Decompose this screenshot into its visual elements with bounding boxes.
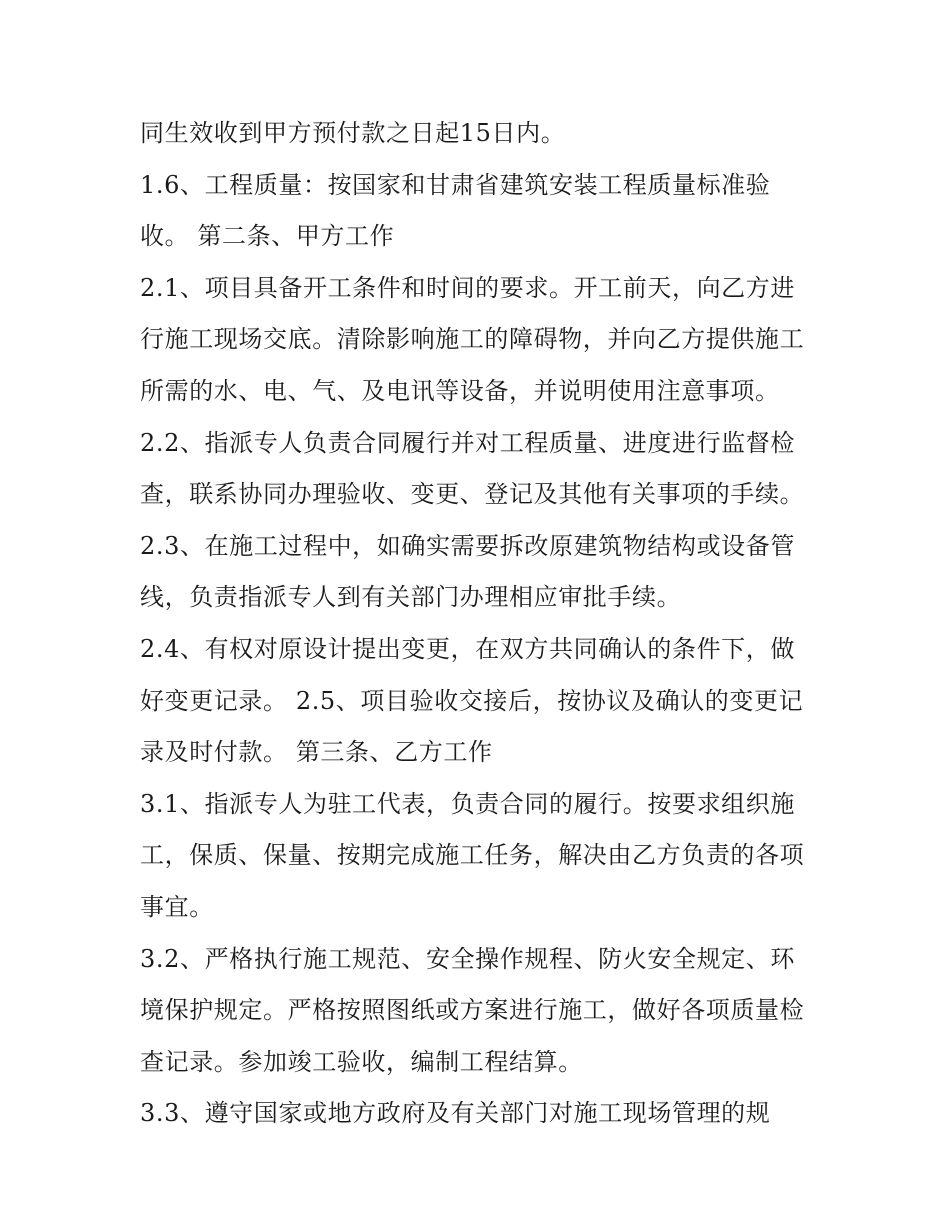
text-line: 境保护规定。严格按照图纸或方案进行施工，做好各项质量检	[140, 996, 805, 1025]
text-line: 1.6、工程质量：按国家和甘肃省建筑安装工程质量标准验	[140, 170, 771, 199]
text-line: 查记录。参加竣工验收，编制工程结算。	[140, 1047, 583, 1076]
text-line: 工，保质、保量、按期完成施工任务，解决由乙方负责的各项	[140, 841, 805, 870]
text-line: 3.2、严格执行施工规范、安全操作规程、防火安全规定、环	[140, 944, 795, 973]
text-line: 事宜。	[140, 892, 214, 921]
text-line: 2.3、在施工过程中，如确实需要拆改原建筑物结构或设备管	[140, 531, 795, 560]
text-line: 查，联系协同办理验收、变更、登记及其他有关事项的手续。	[140, 480, 805, 509]
text-line: 同生效收到甲方预付款之日起15日内。	[140, 119, 566, 147]
text-line: 收。 第二条、甲方工作	[140, 222, 395, 251]
text-line: 录及时付款。 第三条、乙方工作	[140, 738, 493, 767]
text-line: 好变更记录。 2.5、项目验收交接后，按协议及确认的变更记	[140, 686, 804, 715]
text-line: 3.3、遵守国家或地方政府及有关部门对施工现场管理的规	[140, 1099, 771, 1128]
text-line: 行施工现场交底。清除影响施工的障碍物，并向乙方提供施工	[140, 325, 805, 354]
text-line: 线，负责指派专人到有关部门办理相应审批手续。	[140, 583, 682, 612]
document-body	[140, 108, 830, 1140]
text-line: 2.1、项目具备开工条件和时间的要求。开工前天，向乙方进	[140, 273, 795, 302]
text-line: 3.1、指派专人为驻工代表，负责合同的履行。按要求组织施	[140, 789, 795, 818]
text-line: 所需的水、电、气、及电讯等设备，并说明使用注意事项。	[140, 376, 780, 405]
text-line: 2.2、指派专人负责合同履行并对工程质量、进度进行监督检	[140, 428, 795, 457]
text-line: 2.4、有权对原设计提出变更，在双方共同确认的条件下，做	[140, 634, 795, 663]
